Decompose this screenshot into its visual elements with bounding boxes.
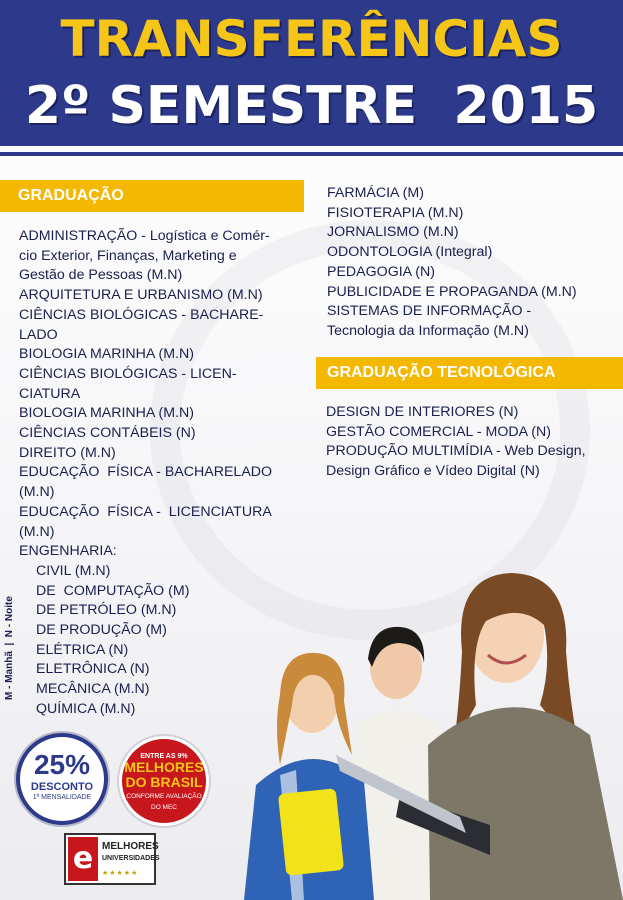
list-item: Tecnologia da Informação (M.N) (327, 322, 529, 339)
badge-bottom-line1: CONFORME AVALIAÇÃO (126, 793, 202, 800)
list-item: cio Exterior, Finanças, Marketing e (19, 247, 237, 264)
list-item: MECÂNICA (M.N) (36, 681, 150, 698)
shift-legend: M - Manhã | N - Noite (4, 596, 15, 700)
list-item: ARQUITETURA E URBANISMO (M.N) (19, 287, 263, 304)
list-item: QUÍMICA (M.N) (36, 700, 136, 717)
page-subtitle: 2º SEMESTRE 2015 (24, 76, 599, 136)
students-photo (240, 555, 623, 900)
list-item: PRODUÇÃO MULTIMÍDIA - Web Design, (326, 443, 586, 460)
list-item: CIATURA (19, 385, 81, 402)
list-item: JORNALISMO (M.N) (327, 224, 459, 241)
course-list-left (19, 227, 272, 720)
list-item: PUBLICIDADE E PROPAGANDA (M.N) (327, 283, 577, 300)
list-item: CIÊNCIAS BIOLÓGICAS - LICEN- (19, 365, 237, 382)
list-item: DE COMPUTAÇÃO (M) (36, 582, 190, 599)
discount-label: DESCONTO (30, 781, 94, 793)
list-item: (M.N) (19, 523, 55, 540)
guia-line1: MELHORES (102, 841, 159, 852)
badge-bottom-line2: DO MEC (151, 804, 177, 811)
list-item: EDUCAÇÃO FÍSICA - LICENCIATURA (19, 503, 272, 520)
discount-value: 25% (33, 749, 91, 780)
guia-stars: ★★★★★ (102, 870, 139, 877)
list-item: CIÊNCIAS BIOLÓGICAS - BACHARE- (19, 306, 264, 323)
guia-logo (64, 833, 160, 885)
section-heading-tecnologica: GRADUAÇÃO TECNOLÓGICA (316, 357, 623, 389)
header-banner (0, 0, 623, 152)
badge-top-text: ENTRE AS 9% (140, 753, 188, 760)
list-item: EDUCAÇÃO FÍSICA - BACHARELADO (19, 464, 273, 481)
guia-line2: UNIVERSIDADES (102, 855, 160, 862)
discount-badge (16, 733, 108, 825)
discount-sublabel: 1ª MENSALIDADE (32, 794, 92, 801)
list-item: SISTEMAS DE INFORMAÇÃO - (327, 303, 532, 320)
course-list-right (327, 184, 577, 342)
list-item: GESTÃO COMERCIAL - MODA (N) (326, 423, 551, 440)
list-item: BIOLOGIA MARINHA (M.N) (19, 405, 195, 422)
section-heading-graduacao: GRADUAÇÃO (0, 180, 304, 212)
list-item: ODONTOLOGIA (Integral) (327, 244, 493, 261)
course-list-tecnologica (326, 403, 586, 482)
list-item: CIÊNCIAS CONTÁBEIS (N) (19, 425, 196, 442)
list-item: DESIGN DE INTERIORES (N) (326, 404, 519, 420)
list-item: ADMINISTRAÇÃO - Logística e Comér- (19, 228, 270, 244)
badge-main-line2: DO BRASIL (125, 774, 203, 790)
list-item: FISIOTERAPIA (M.N) (327, 204, 464, 221)
list-item: ENGENHARIA: (19, 543, 117, 560)
list-item: PEDAGOGIA (N) (327, 263, 435, 280)
guia-e-icon: e (68, 837, 98, 881)
list-item: DIREITO (M.N) (19, 444, 116, 461)
list-item: CIVIL (M.N) (36, 562, 111, 579)
list-item: DE PRODUÇÃO (M) (36, 622, 167, 639)
list-item: ELETRÔNICA (N) (36, 661, 150, 678)
badge-main-line1: MELHORES (124, 759, 204, 775)
list-item: Gestão de Pessoas (M.N) (19, 267, 183, 284)
page-title: TRANSFERÊNCIAS (60, 10, 563, 68)
list-item: DE PETRÓLEO (M.N) (36, 602, 177, 619)
list-item: LADO (19, 326, 58, 343)
list-item: BIOLOGIA MARINHA (M.N) (19, 346, 195, 363)
list-item: FARMÁCIA (M) (327, 185, 424, 201)
best-universities-badge (119, 736, 209, 826)
list-item: (M.N) (19, 484, 55, 501)
list-item: Design Gráfico e Vídeo Digital (N) (326, 463, 540, 480)
list-item: ELÉTRICA (N) (36, 641, 129, 658)
